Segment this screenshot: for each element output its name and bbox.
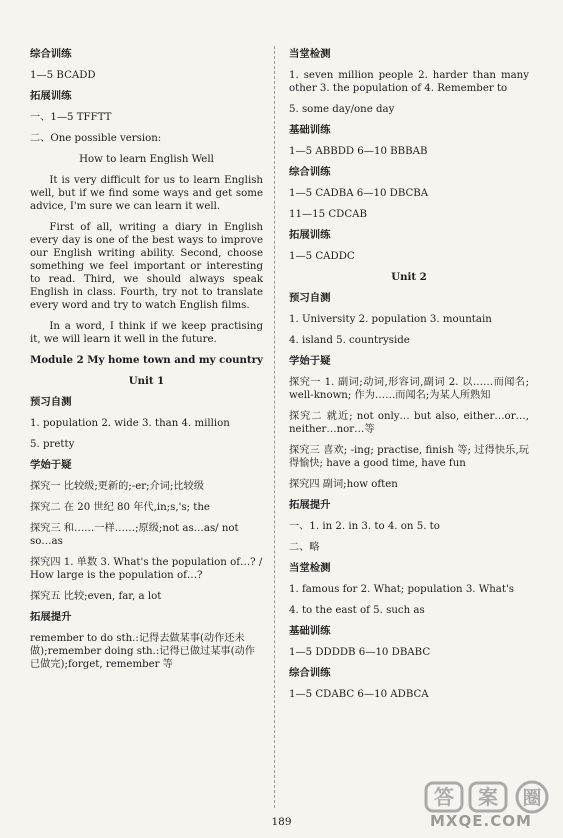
answer-line: 1. seven million people 2. harder than many other 3. the population of 4. Remember to [289, 70, 529, 94]
svg-text:案: 案 [478, 785, 498, 809]
watermark [424, 780, 554, 832]
answer-line: 1—5 CADDC [289, 251, 355, 262]
unit-title: Unit 2 [391, 271, 427, 283]
answer-line: 二、略 [289, 542, 320, 553]
answer-line: 一、1—5 TFFTT [30, 112, 112, 123]
answer-line: 4. island 5. countryside [289, 335, 410, 346]
answer-line: 探究五 比较;even, far, a lot [30, 591, 162, 602]
watermark-url: MXQE.COM [430, 812, 532, 830]
section-heading: 当堂检测 [289, 562, 331, 574]
left-column [30, 44, 263, 675]
answer-line: 1—5 DDDDB 6—10 DBABC [289, 647, 431, 658]
page-number: 189 [271, 816, 292, 828]
svg-text:圈: 圈 [522, 787, 542, 809]
answer-line: 二、One possible version: [30, 133, 162, 144]
answer-line: 11—15 CDCAB [289, 209, 367, 220]
answer-line: 5. some day/one day [289, 104, 395, 115]
answer-line: 1—5 BCADD [30, 70, 96, 81]
section-heading: 当堂检测 [289, 48, 331, 60]
unit-title: Unit 1 [128, 375, 165, 387]
answer-line: 探究一 1. 副词;动词,形容词,副词 2. 以……而闻名; well-known; 作为……而闻名;为某人所熟知 [289, 377, 529, 401]
right-column [289, 44, 529, 705]
answer-line: 1. University 2. population 3. mountain [289, 314, 492, 325]
section-heading: 预习自测 [289, 292, 331, 304]
answer-line: 探究二 就近; not only… but also, either…or…, neither…nor…等 [289, 411, 529, 435]
unit-title: Module 2 My home town and my country [30, 354, 263, 366]
answer-line: 5. pretty [30, 439, 75, 450]
section-heading: 基础训练 [289, 625, 331, 637]
section-heading: 综合训练 [30, 48, 72, 60]
section-heading: 基础训练 [289, 124, 331, 136]
answer-line: First of all, writing a diary in English every day is one of the best ways to improve our English writing ability. Second, choose something we feel important or interesting to read. Third, we should always speak English in class. Fourth, try not to translate every word and try to watch English films. [30, 222, 263, 311]
answer-line: 探究三 喜欢; -ing; practise, finish 等; 过得快乐,玩得愉快; have a good time, have fun [289, 445, 529, 469]
answer-line: 1—5 CDABC 6—10 ADBCA [289, 689, 429, 700]
svg-text:答: 答 [434, 785, 454, 809]
section-heading: 预习自测 [30, 396, 72, 408]
answer-line: 探究一 比较级;更新的;-er;介词;比较级 [30, 481, 204, 492]
answer-line: 探究三 和……一样……;原级;not as…as/ not so…as [30, 523, 239, 547]
answer-line: 1—5 ABBDD 6—10 BBBAB [289, 146, 428, 157]
answer-line: 1. famous for 2. What; population 3. What's [289, 584, 515, 595]
section-heading: 拓展提升 [289, 499, 331, 511]
answer-line: 探究二 在 20 世纪 80 年代,in;s,'s; the [30, 502, 210, 513]
answer-line: 探究四 1. 单数 3. What's the population of…? / How large is the population of…? [30, 557, 263, 581]
section-heading: 拓展提升 [30, 611, 72, 623]
section-heading: 拓展训练 [289, 229, 331, 241]
section-heading: 学始于疑 [289, 355, 331, 367]
answer-line: 4. to the east of 5. such as [289, 605, 425, 616]
answer-line: remember to do sth.:记得去做某事(动作还未做);remember doing sth.:记得已做过某事(动作已做完);forget, remember 等 [30, 633, 255, 670]
answer-line: 探究四 副词;how often [289, 479, 398, 490]
answer-line: 1—5 CADBA 6—10 DBCBA [289, 188, 429, 199]
answer-line: 一、1. in 2. in 3. to 4. on 5. to [289, 521, 440, 532]
section-heading: 学始于疑 [30, 459, 72, 471]
section-heading: 综合训练 [289, 166, 331, 178]
watermark-logo [424, 780, 554, 814]
answer-line: In a word, I think if we keep practising it, we will learn it well in the future. [30, 321, 263, 345]
answer-line: How to learn English Well [79, 154, 214, 165]
column-divider [274, 46, 275, 808]
section-heading: 拓展训练 [30, 90, 72, 102]
section-heading: 综合训练 [289, 667, 331, 679]
answer-line: 1. population 2. wide 3. than 4. million [30, 418, 230, 429]
answer-line: It is very difficult for us to learn English well, but if we find some ways and get some advice, I'm sure we can learn it well. [30, 175, 263, 212]
